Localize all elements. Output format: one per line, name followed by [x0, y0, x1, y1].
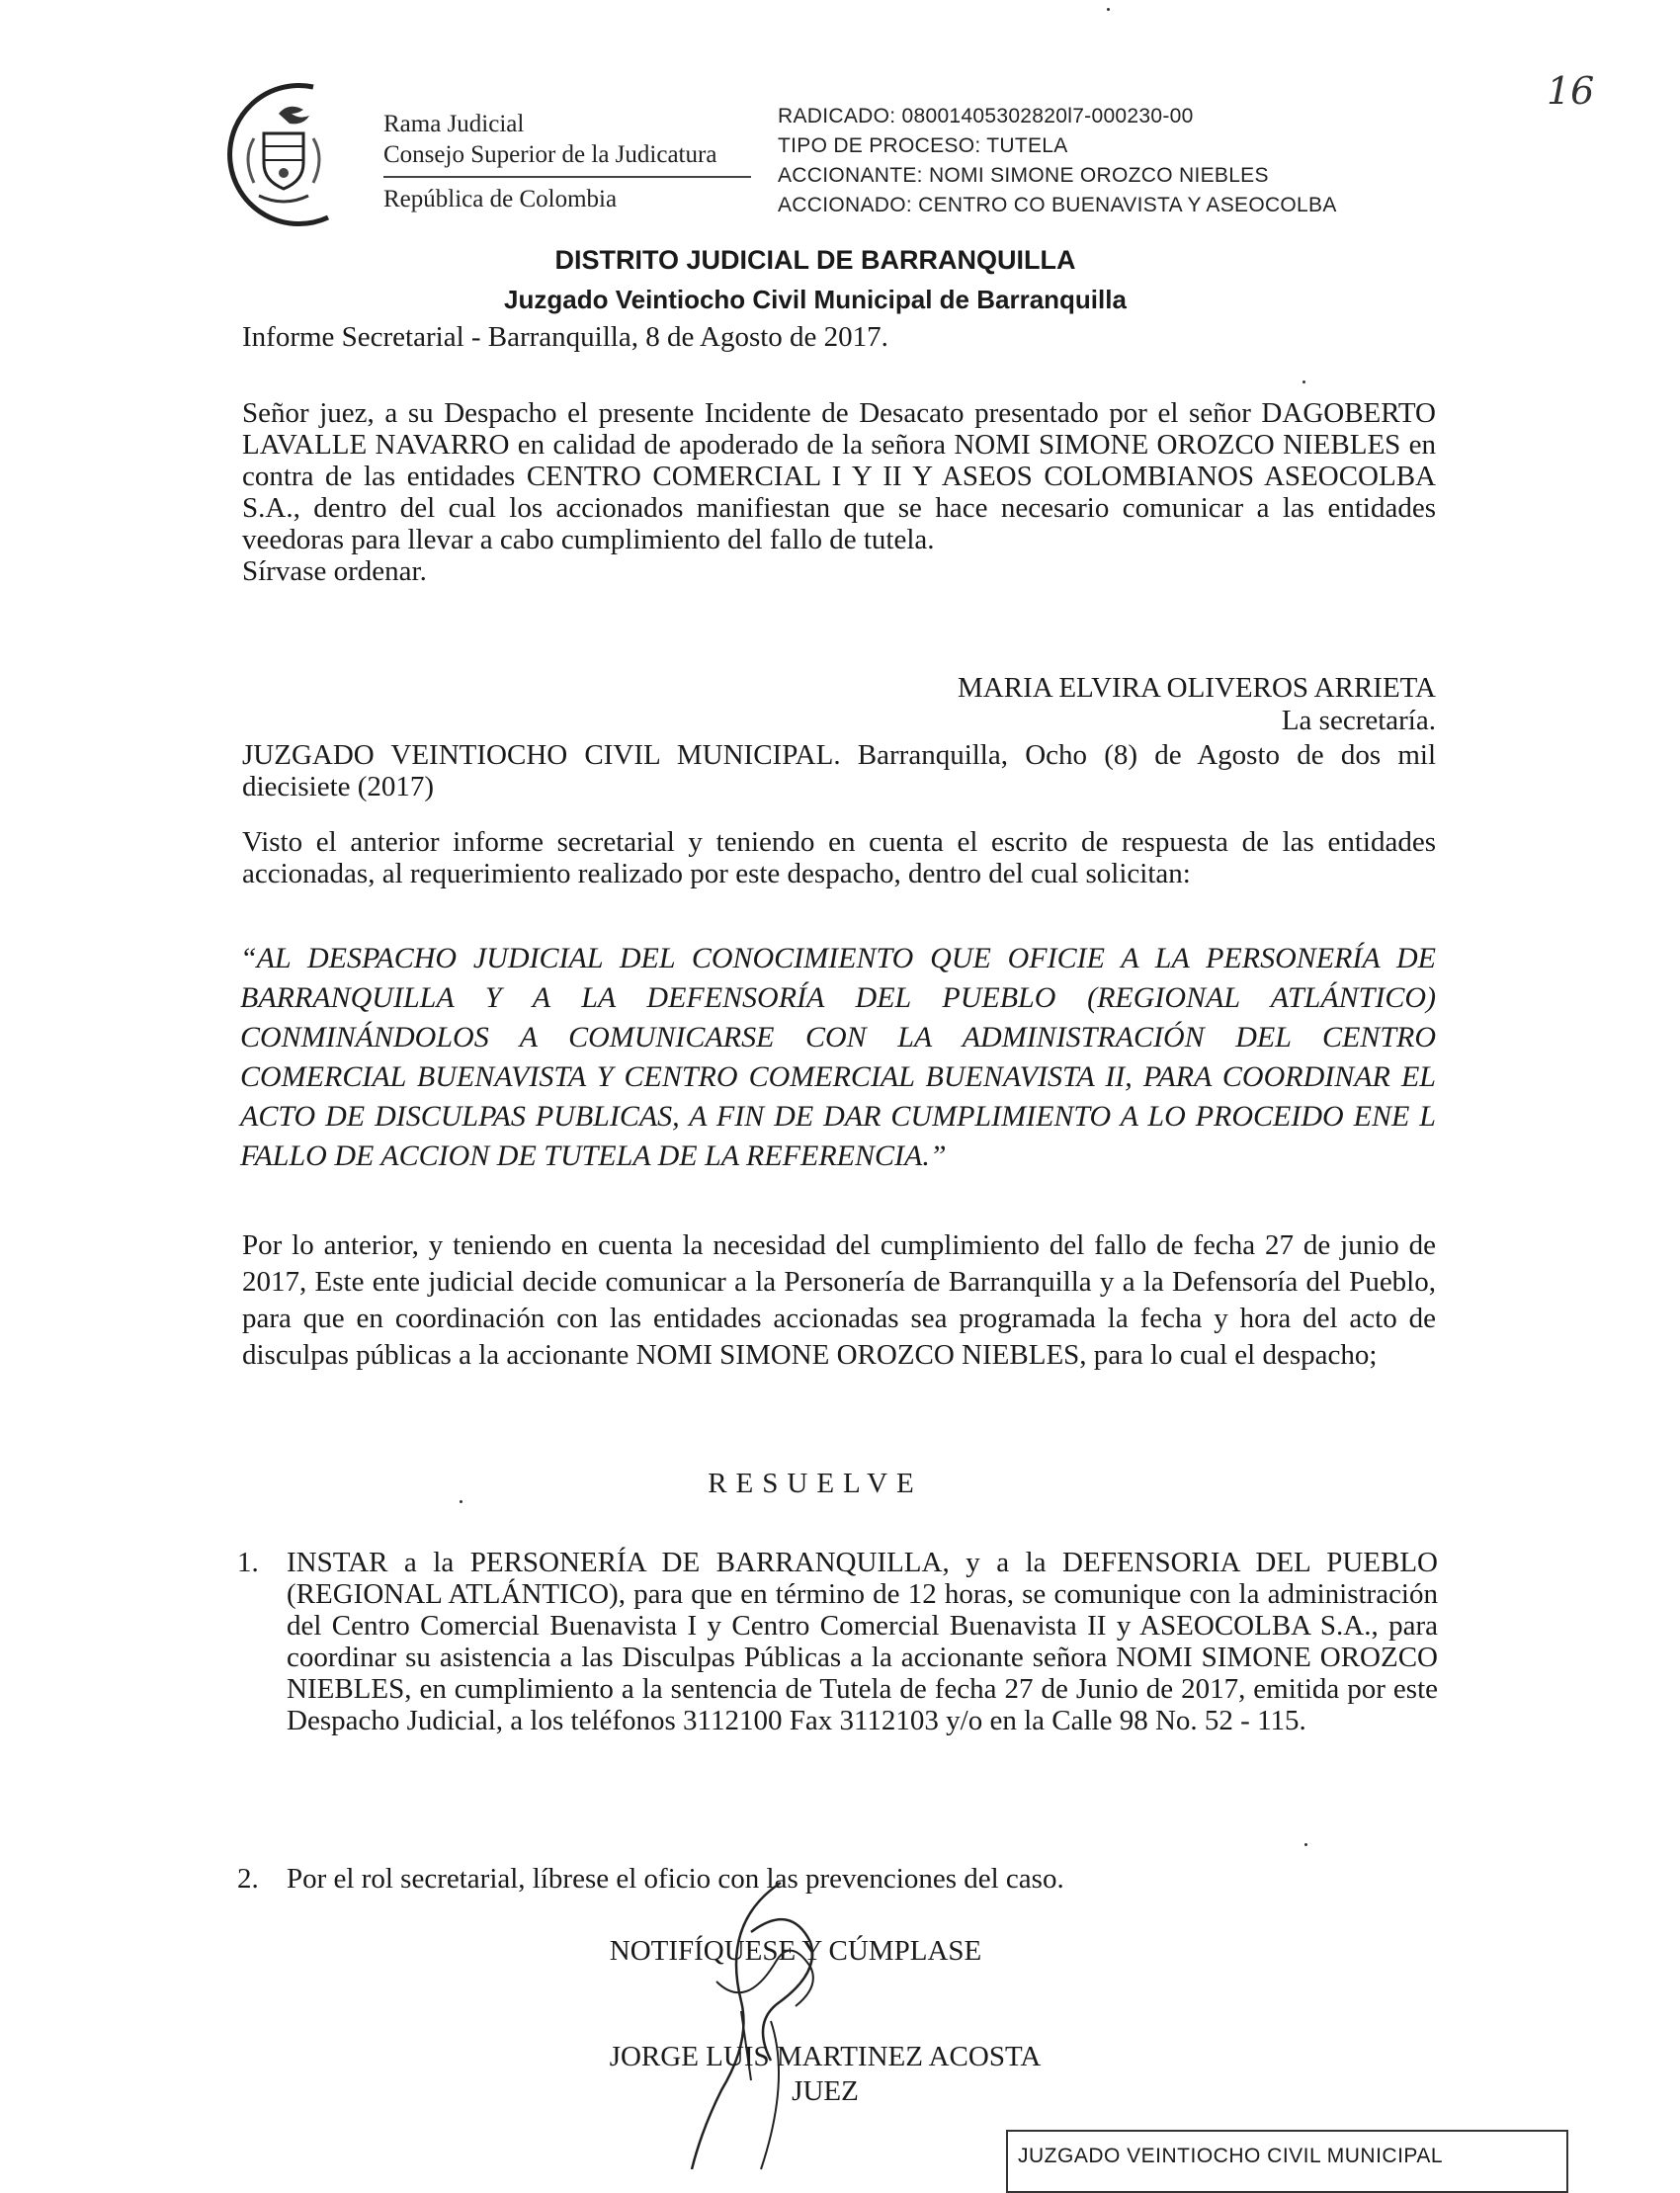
court-date-line: JUZGADO VEINTIOCHO CIVIL MUNICIPAL. Barranquilla, Ocho (8) de Agosto de dos mil diecisiete (2017) — [242, 739, 1436, 802]
court-stamp-text: JUZGADO VEINTIOCHO CIVIL MUNICIPAL — [1018, 2145, 1444, 2167]
case-radicado: RADICADO: 08001405302820l7-000230-00 — [778, 105, 1194, 127]
resolution-item-text: Por el rol secretarial, líbrese el oficio con las prevenciones del caso. — [287, 1863, 1064, 1895]
report-date: Informe Secretarial - Barranquilla, 8 de Agosto de 2017. — [242, 321, 888, 353]
resolution-item-text: INSTAR a la PERSONERÍA DE BARRANQUILLA, y a la DEFENSORIA DEL PUEBLO (REGIONAL ATLÁNTICO), para que en término de 12 horas, se comunique con la administración del Centro Comercial Buenavista I y Centro Comercial Buenavista II y ASEOCOLBA S.A., para coordinar su asistencia a las Disculpas Públicas a la accionante señora NOMI SIMONE OROZCO NIEBLES, en cumplimiento a la sentencia de Tutela de fecha 27 de Junio de 2017, emitida por este Despacho Judicial, a los teléfonos 3112100 Fax 3112103 y/o en la Calle 98 No. 52 - 115. — [287, 1547, 1438, 1736]
page-number: 16 — [1547, 69, 1595, 113]
scan-speck — [1107, 8, 1110, 11]
decision-paragraph: Por lo anterior, y teniendo en cuenta la necesidad del cumplimiento del fallo de fecha 27 de junio de 2017, Este ente judicial decide comunicar a la Personería de Barranquilla y a la Defensoría del Pueblo, para que en coordinación con las entidades accionadas sea programada la fecha y hora del acto de disculpas públicas a la accionante NOMI SIMONE OROZCO NIEBLES, para lo cual el despacho; — [242, 1229, 1436, 1371]
resolution-item-number: 2. — [237, 1863, 259, 1895]
report-paragraph — [242, 397, 1436, 587]
case-tipo-proceso: TIPO DE PROCESO: TUTELA — [778, 134, 1068, 157]
considerations-paragraph: Visto el anterior informe secretarial y teniendo en cuenta el escrito de respuesta de las entidades accionadas, al requerimiento realizado por este despacho, dentro del cual solicitan: — [242, 826, 1436, 889]
case-accionante: ACCIONANTE: NOMI SIMONE OROZCO NIEBLES — [778, 164, 1269, 187]
letterhead-rama-judicial: Rama Judicial — [383, 111, 525, 137]
letterhead-republica: República de Colombia — [383, 186, 618, 212]
judge-title: JUEZ — [792, 2075, 859, 2107]
secretary-name: MARIA ELVIRA OLIVEROS ARRIETA — [958, 672, 1436, 704]
report-paragraph-text: Señor juez, a su Despacho el presente Incidente de Desacato presentado por el señor DAGOBERTO LAVALLE NAVARRO en calidad de apoderado de la señora NOMI SIMONE OROZCO NIEBLES en contra de las entidades CENTRO COMERCIAL I Y II Y ASEOS COLOMBIANOS ASEOCOLBA S.A., dentro del cual los accionados manifiestan que se hace necesario comunicar a las entidades veedoras para llevar a cabo cumplimiento del fallo de tutela. — [242, 397, 1436, 555]
resolution-item-number: 1. — [237, 1547, 259, 1578]
scan-speck — [460, 1500, 462, 1503]
secretary-title: La secretaría. — [1281, 705, 1436, 736]
resuelve-heading: RESUELVE — [708, 1468, 923, 1499]
handwritten-signature-icon — [632, 1873, 909, 2174]
judge-name: JORGE LUIS MARTINEZ ACOSTA — [609, 2041, 1042, 2072]
resolution-item — [237, 1547, 1438, 1736]
scan-speck — [1304, 1843, 1307, 1846]
report-paragraph-closing: Sírvase ordenar. — [242, 555, 427, 587]
colombia-coat-of-arms-seal-icon — [219, 79, 343, 237]
letterhead-rule — [383, 176, 751, 178]
district-heading: DISTRITO JUDICIAL DE BARRANQUILLA — [554, 245, 1076, 275]
letterhead — [383, 109, 754, 214]
secretary-signature-block — [242, 672, 1436, 737]
letterhead-consejo-superior: Consejo Superior de la Judicatura — [383, 141, 717, 168]
closing-formula: NOTIFÍQUESE Y CÚMPLASE — [609, 1935, 982, 1967]
quoted-request: “AL DESPACHO JUDICIAL DEL CONOCIMIENTO QUE OFICIE A LA PERSONERÍA DE BARRANQUILLA Y A LA DEFENSORÍA DEL PUEBLO (REGIONAL ATLÁNTICO) CONMINÁNDOLOS A COMUNICARSE CON LA ADMINISTRACIÓN DEL CENTRO COMERCIAL BUENAVISTA Y CENTRO COMERCIAL BUENAVISTA II, PARA COORDINAR EL ACTO DE DISCULPAS PUBLICAS, A FIN DE DAR CUMPLIMIENTO A LO PROCEIDO ENE L FALLO DE ACCION DE TUTELA DE LA REFERENCIA.” — [240, 942, 1436, 1172]
court-heading: Juzgado Veintiocho Civil Municipal de Barranquilla — [504, 285, 1127, 314]
scan-speck — [1302, 380, 1305, 383]
case-info-block — [778, 102, 1337, 220]
case-accionado: ACCIONADO: CENTRO CO BUENAVISTA Y ASEOCOLBA — [778, 194, 1337, 216]
